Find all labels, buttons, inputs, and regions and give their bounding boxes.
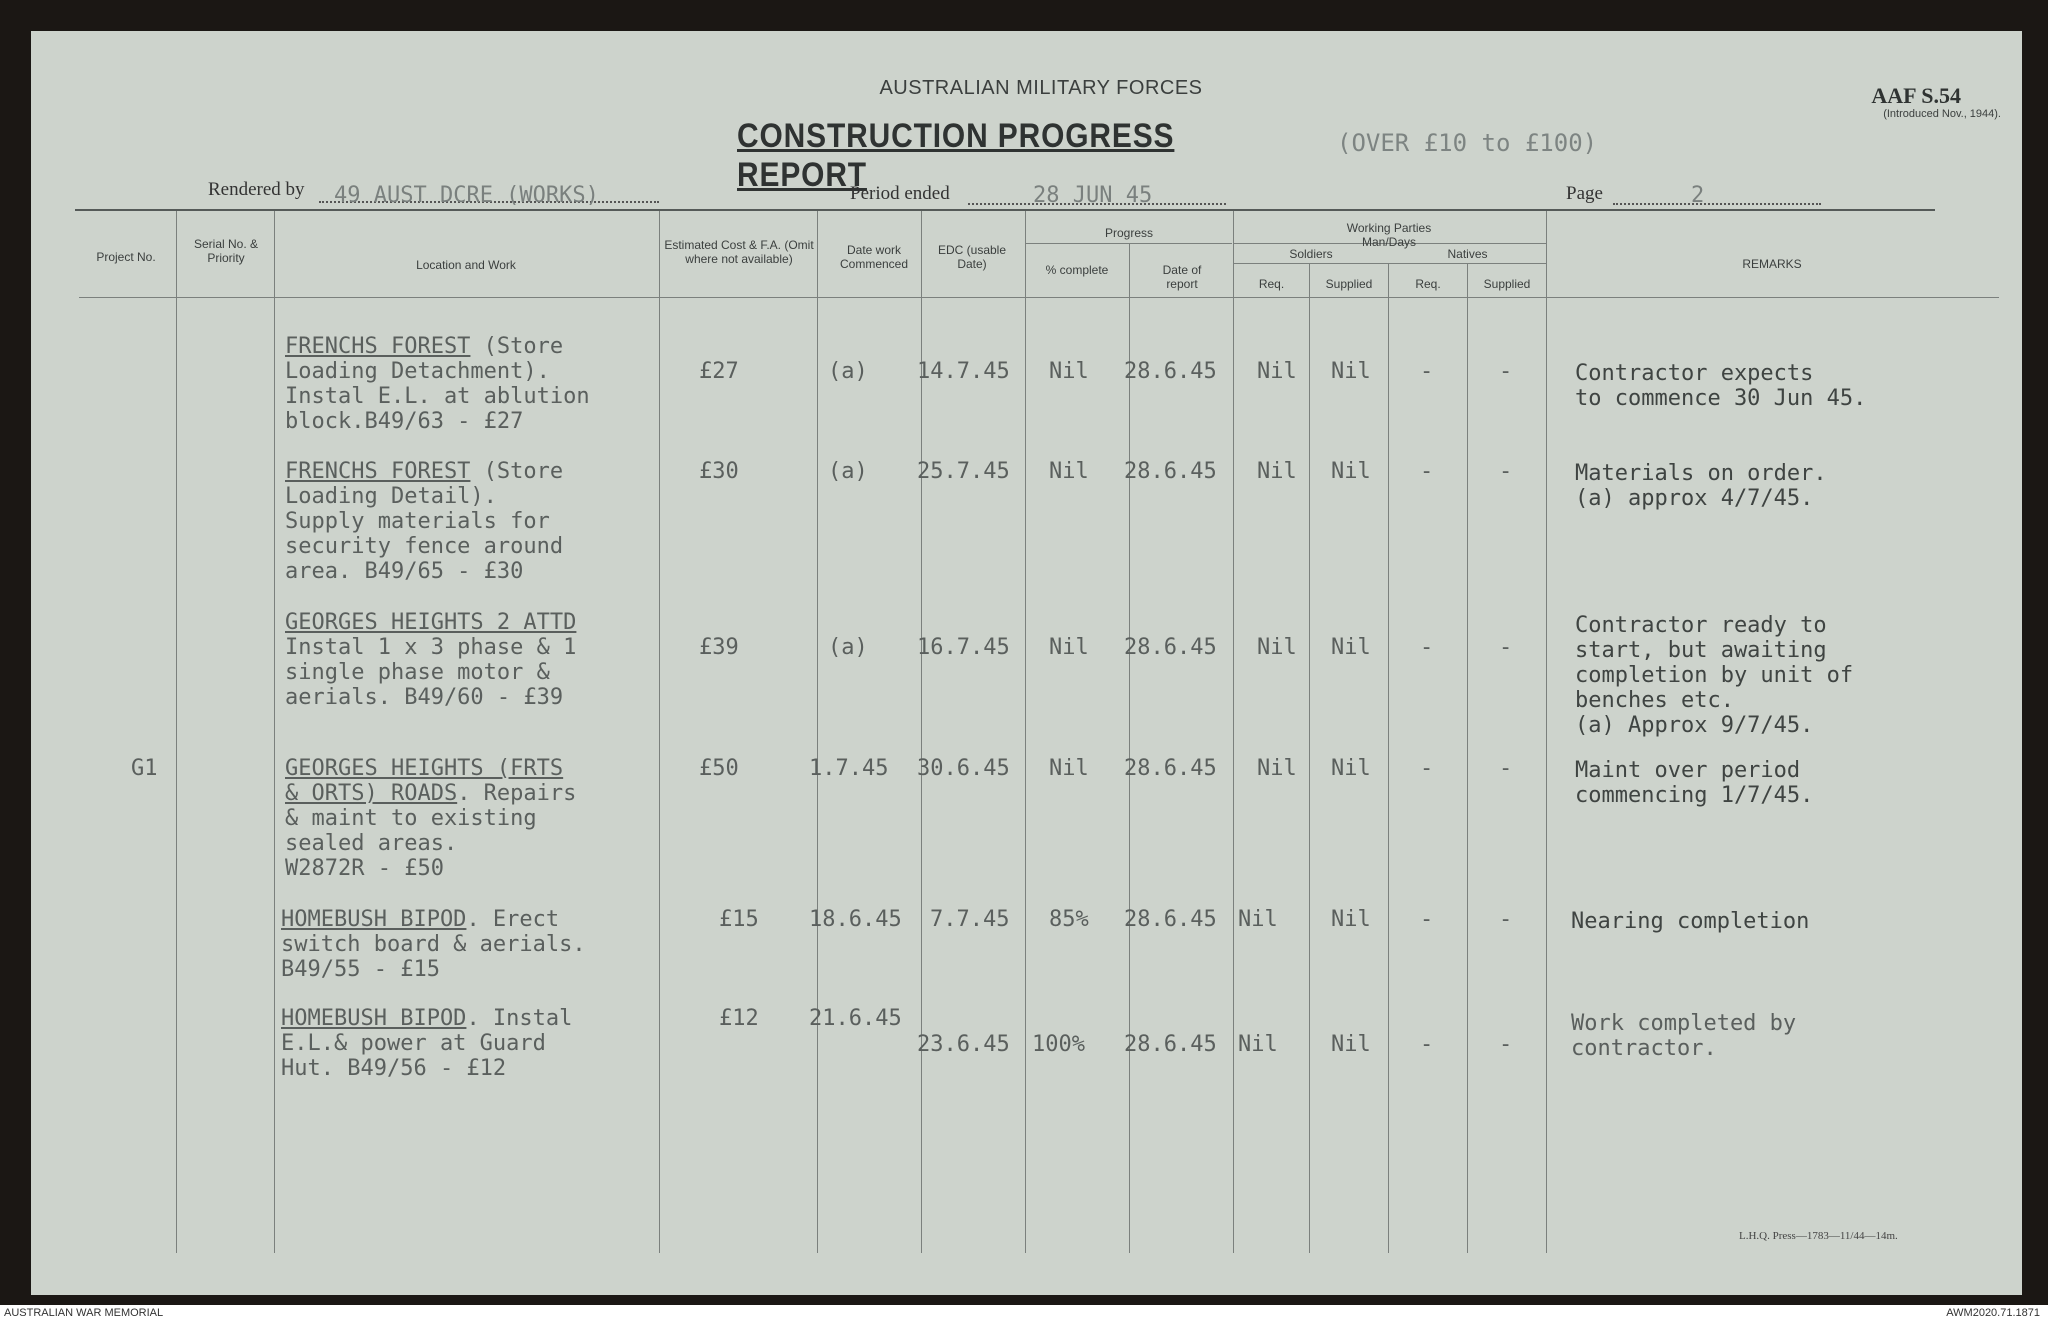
work-description: Instal 1 x 3 phase & 1 single phase motor & aerials. B49/60 - £39 (285, 635, 577, 710)
col-divider (1025, 211, 1026, 1253)
cell-cost: £50 (699, 756, 739, 781)
table-top-rule (75, 209, 1935, 211)
table-row-location (285, 756, 576, 881)
col-project-no: Project No. (96, 250, 156, 264)
form-code: AAF S.54 (1871, 83, 1961, 108)
cell-cost: £30 (699, 459, 739, 484)
cell-soldiers-req: Nil (1257, 459, 1297, 484)
cell-soldiers-req: Nil (1257, 359, 1297, 384)
cell-soldiers-req: Nil (1257, 756, 1297, 781)
col-date-commenced: Date work Commenced (839, 243, 909, 271)
cell-soldiers-supplied: Nil (1331, 907, 1371, 932)
col-serial: Serial No. & Priority (193, 237, 259, 265)
col-divider (1129, 243, 1130, 1253)
cell-edc: 30.6.45 (917, 756, 1010, 781)
col-soldiers-req: Req. (1258, 277, 1285, 291)
cell-report-date: 28.6.45 (1124, 459, 1217, 484)
location-name: GEORGES HEIGHTS 2 ATTD (285, 610, 577, 635)
cell-soldiers-supplied: Nil (1331, 635, 1371, 660)
cell-pct: Nil (1049, 635, 1089, 660)
cell-commenced: 18.6.45 (809, 907, 902, 932)
col-natives-supplied: Supplied (1483, 277, 1531, 291)
cell-report-date: 28.6.45 (1124, 1032, 1217, 1057)
location-name: FRENCHS FOREST (285, 459, 471, 484)
cell-soldiers-req: Nil (1238, 1032, 1278, 1057)
col-soldiers: Soldiers (1289, 247, 1333, 261)
col-location: Location and Work (416, 258, 516, 272)
cell-pct: 100% (1032, 1032, 1085, 1057)
cell-soldiers-supplied: Nil (1331, 1032, 1371, 1057)
col-divider (1388, 263, 1389, 1253)
report-title: CONSTRUCTION PROGRESS REPORT (737, 117, 1175, 194)
rendered-by-label: Rendered by (208, 179, 305, 200)
cell-commenced: (a) (828, 359, 868, 384)
cell-soldiers-supplied: Nil (1331, 359, 1371, 384)
work-description: . Repairs & maint to existing sealed areas. W2872R - £50 (285, 781, 577, 881)
period-label: Period ended (850, 183, 950, 204)
progress-subrule (1026, 243, 1232, 244)
cell-natives-supplied: - (1499, 359, 1513, 384)
col-remarks: REMARKS (1742, 257, 1802, 271)
cell-natives-supplied: - (1499, 1032, 1513, 1057)
form-introduced: (Introduced Nov., 1944). (1883, 108, 2001, 120)
work-description: (Store Loading Detail). Supply materials for security fence around area. B49/65 - £30 (285, 459, 564, 584)
cell-natives-req: - (1420, 635, 1434, 660)
cell-remarks: Work completed by contractor. (1571, 1011, 1797, 1061)
col-date-report: Date of report (1162, 263, 1202, 291)
cell-natives-supplied: - (1499, 635, 1513, 660)
archive-accession: AWM2020.71.1871 (1946, 1307, 2040, 1319)
col-edc: EDC (usable Date) (937, 243, 1007, 271)
page-dots (1613, 203, 1821, 205)
cell-remarks: Contractor expects to commence 30 Jun 45. (1575, 361, 1867, 411)
cell-project-no: G1 (131, 756, 158, 781)
table-row-location (281, 907, 586, 982)
col-divider (1233, 211, 1234, 1253)
table-row-location (285, 459, 563, 584)
cell-pct: Nil (1049, 756, 1089, 781)
col-natives: Natives (1447, 247, 1488, 261)
col-divider (659, 211, 660, 1253)
cell-soldiers-req: Nil (1257, 635, 1297, 660)
cell-report-date: 28.6.45 (1124, 756, 1217, 781)
col-natives-req: Req. (1415, 277, 1441, 291)
cell-remarks: Contractor ready to start, but awaiting completion by unit of benches etc. (a) Approx 9/7/45. (1575, 613, 1854, 738)
rendered-by-value: 49 AUST DCRE (WORKS) (334, 183, 599, 208)
col-divider (817, 211, 818, 1253)
cell-pct: Nil (1049, 359, 1089, 384)
location-name: GEORGES HEIGHTS (FRTS & ORTS) ROADS (285, 756, 564, 806)
cell-cost: £27 (699, 359, 739, 384)
cell-pct: 85% (1049, 907, 1089, 932)
cell-edc: 7.7.45 (930, 907, 1010, 932)
report-sheet (31, 31, 2022, 1295)
work-description: . Instal E.L.& power at Guard Hut. B49/56 - £12 (281, 1006, 573, 1081)
location-name: FRENCHS FOREST (285, 334, 471, 359)
cell-natives-req: - (1420, 907, 1434, 932)
col-soldiers-supplied: Supplied (1325, 277, 1373, 291)
cell-natives-req: - (1420, 359, 1434, 384)
cell-soldiers-supplied: Nil (1331, 459, 1371, 484)
cell-commenced: 21.6.45 (809, 1006, 902, 1031)
org-heading: AUSTRALIAN MILITARY FORCES (879, 77, 1203, 99)
cell-edc: 23.6.45 (917, 1032, 1010, 1057)
header-bottom-rule (79, 297, 1999, 298)
cell-report-date: 28.6.45 (1124, 359, 1217, 384)
col-progress: Progress (1104, 226, 1154, 240)
cell-soldiers-supplied: Nil (1331, 756, 1371, 781)
soldiers-subrule (1234, 263, 1546, 264)
printer-imprint: L.H.Q. Press—1783—11/44—14m. (1739, 1230, 1898, 1242)
cell-natives-supplied: - (1499, 756, 1513, 781)
cell-natives-req: - (1420, 459, 1434, 484)
archive-credit: AUSTRALIAN WAR MEMORIAL (4, 1307, 164, 1319)
table-row-location (285, 610, 576, 710)
cell-edc: 25.7.45 (917, 459, 1010, 484)
table-row-location (281, 1006, 572, 1081)
cell-remarks: Nearing completion (1571, 909, 1810, 934)
col-pct-complete: % complete (1045, 263, 1109, 277)
page-label: Page (1566, 183, 1603, 204)
report-subtitle: (OVER £10 to £100) (1337, 129, 1598, 157)
page-value: 2 (1691, 183, 1705, 208)
cell-natives-req: - (1420, 1032, 1434, 1057)
cell-report-date: 28.6.45 (1124, 635, 1217, 660)
cell-pct: Nil (1049, 459, 1089, 484)
location-name: HOMEBUSH BIPOD (281, 907, 467, 932)
cell-natives-supplied: - (1499, 907, 1513, 932)
cell-soldiers-req: Nil (1238, 907, 1278, 932)
cell-edc: 16.7.45 (917, 635, 1010, 660)
col-divider (1546, 211, 1547, 1253)
cell-report-date: 28.6.45 (1124, 907, 1217, 932)
cell-commenced: (a) (828, 635, 868, 660)
cell-commenced: 1.7.45 (809, 756, 889, 781)
work-description: . Erect switch board & aerials. B49/55 - £15 (281, 907, 586, 982)
work-description: (Store Loading Detachment). Instal E.L. at ablution block.B49/63 - £27 (285, 334, 590, 434)
cell-commenced: (a) (828, 459, 868, 484)
col-working-parties: Working Parties Man/Days (1346, 221, 1432, 249)
cell-natives-req: - (1420, 756, 1434, 781)
cell-edc: 14.7.45 (917, 359, 1010, 384)
col-divider (176, 211, 177, 1253)
cell-cost: £15 (719, 907, 759, 932)
table-row-location (285, 334, 590, 434)
period-value: 28 JUN 45 (1033, 183, 1153, 208)
cell-remarks: Maint over period commencing 1/7/45. (1575, 758, 1814, 808)
col-divider (274, 211, 275, 1253)
cell-remarks: Materials on order. (a) approx 4/7/45. (1575, 461, 1827, 511)
col-estimated: Estimated Cost & F.A. (Omit where not available) (664, 238, 814, 266)
cell-cost: £12 (719, 1006, 759, 1031)
location-name: HOMEBUSH BIPOD (281, 1006, 467, 1031)
col-divider (1309, 263, 1310, 1253)
cell-natives-supplied: - (1499, 459, 1513, 484)
cell-cost: £39 (699, 635, 739, 660)
col-divider (1467, 263, 1468, 1253)
